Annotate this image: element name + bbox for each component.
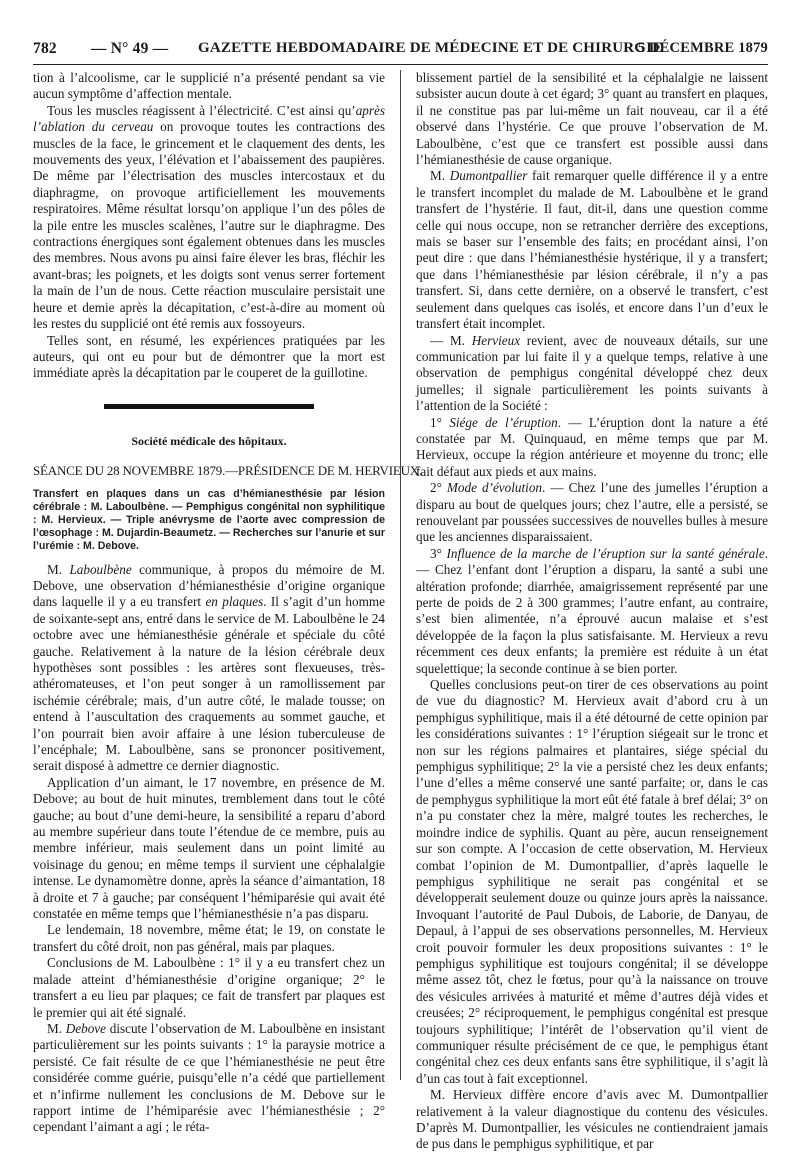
text-run: M. (430, 168, 450, 184)
italic-run: Debove (65, 1020, 107, 1036)
issue-date: 5 DÉCEMBRE 1879 (637, 40, 768, 56)
journal-title: GAZETTE HEBDOMADAIRE DE MÉDECINE ET DE CHIRURGIE (198, 40, 663, 56)
paragraph: Quelles conclusions peut-on tirer de ces observations au point de vue du diagnostic? M. Hervieux avait d’abord cru à un pemphigus syphilitique, mais il a été détourné de cette opinion par les considérations suivantes : 1° l’éruption siégeait sur le tronc et non sur les régions palmaires et plantaires, siége spécial du pemphigus syphilitique; 2° la vie a persisté chez les deux enfants; l’une d’elles a même conservé une santé parfaite; or, dans le cas de pemphygus syphilitique la mort eût été fatale à bref délai; 3° on n’a pu constater chez la mère, malgré toutes les recherches, le moindre indice de syphilis. Quant au père, aucun renseignement sur son compte. A l’occasion de cette observation, M. Hervieux combat l’opinion de M. Dumontpallier, d’après laquelle le pemphigus syphilitique ne serait pas congénital et se développerait seulement douze ou quinze jours après la naissance. Invoquant l’autorité de Paul Dubois, de Laborie, de Danyau, de Depaul, à l’appui de ses observations personnelles, M. Hervieux croit pouvoir formuler les deux propositions suivantes : 1° le pemphigus syphilitique est toujours congénital; il se développe même assez tôt, chez le fœtus, pour qu’à la naissance on trouve des vésicules arrivées à maturité et même d’autres déjà vides et creusées; 2° réciproquement, le pemphigus congénital est presque toujours syphilitique; l’intérêt de l’observation qu’il vient de communiquer résulte précisément de ce que, le pemphigus étant congénital chez ces deux enfants sans être syphilitique, il s’agit là d’un cas tout à fait exceptionnel. (416, 677, 768, 1086)
text-run: on provoque toutes les contractions des muscles de la face, le grincement et le claquement des dents, les mouvements des yeux, l’élévation et l’abaissement des paupières. De même par l’électrisation des muscles intercostaux et du diaphragme, on provoque artificiellement les mouvements respiratoires. Même résultat lorsqu’on applique l’un des pôles de la pile entre les muscles scalènes, l’autre sur le diaphragme. Des contractions énergiques sont également obtenues dans les muscles des membres. Nous avons pu ainsi faire élever les bras, fléchir les avant-bras; les poignets, et les doigts sont venus serrer fortement la main de l’un de nous. Cette réaction musculaire persistait une heure et demie après la décapitation, c’est-à-dire au moment où les restes du supplicié ont été remis aux fossoyeurs. (33, 119, 385, 332)
right-column (416, 70, 769, 1152)
session-heading: SÉANCE DU 28 NOVEMBRE 1879.—PRÉSIDENCE DE M. HERVIEUX. (33, 463, 422, 479)
paragraph (416, 415, 768, 481)
italic-run: Dumontpallier (449, 168, 528, 184)
text-run: communique, à propos du mémoire de M. Debove, une observation d’hémianesthésie d’origine organique dans laquelle il y a eu transfert (33, 561, 385, 610)
text-run: Tous les muscles réagissent à l’électricité. C’est ainsi qu’ (47, 102, 356, 118)
paragraph (416, 333, 768, 415)
page-number: 782 (33, 40, 57, 57)
running-head (33, 40, 768, 62)
italic-run: Hervieux (471, 332, 521, 348)
left-column (33, 70, 422, 1135)
italic-run: en plaques (205, 594, 264, 610)
paragraph: Application d’un aimant, le 17 novembre, en présence de M. Debove; au bout de huit minutes, tremblement dans tout le côté gauche; au bout d’une demi-heure, la sensibilité a reparu d’abord au membre supérieur dans toute l’étendue de ce membre, puis au membre inférieur, mais seulement dans un point limité au voisinage du genou; en même temps il survient une céphalalgie intense. Le dynamomètre donne, après la séance d’aimantation, 18 à droite et 7 à gauche; par conséquent l’hémiparésie qui avait été constatée en même temps que l’hémianesthésie n’a pas disparu. (33, 774, 385, 922)
text-run: discute l’observation de M. Laboulbène en insistant particulièrement sur les points suivants : 1° la paraysie motrice a persisté. Ce fait résulte de ce que l’hémianesthésie ne peut être considérée comme guérie, puisqu’elle n’a cédé que partiellement et n’infirme nullement les conclusions de M. Debove sur le rapport intime de l’hémiparésie avec l’hémianesthésie ; 2° cependant l’aimant a agi ; le réta- (33, 1020, 385, 1135)
paragraph (416, 168, 768, 332)
paragraph (416, 546, 768, 677)
text-run: M. (47, 1020, 66, 1036)
paragraph: Conclusions de M. Laboulbène : 1° il y a eu transfert chez un malade atteint d’hémianesthésie d’origine organique; 2° le transfert a eu lieu par plaques; ce fait de transfert par plaques est le premier qui ait été signalé. (33, 955, 385, 1020)
paragraph (33, 103, 385, 333)
paragraph: Telles sont, en résumé, les expériences pratiquées par les auteurs, qui ont eu pour but de démontrer que la mort est immédiate après la décapitation par le couperet de la guillotine. (33, 332, 385, 381)
issue-number: — N° 49 — (91, 40, 169, 57)
paragraph: blissement partiel de la sensibilité et la céphalalgie ne laissent subsister aucun doute à cet égard; 3° quant au transfert en plaques, il ne constitue pas par lui-même un fait nouveau, car il a été observé dans l’hystérie. Ce que prouve l’observation de M. Laboulbène, c’est que ce transfert est possible aussi dans l’hémianesthésie de cause organique. (416, 70, 768, 168)
text-run: . — L’éruption dont la nature a été constatée par M. Quinquaud, en même temps que par M. Hervieux, occupe la région antérieure et moyenne du tronc; elle fait défaut aux pieds et aux mains. (416, 414, 768, 479)
text-run: fait remarquer quelle différence il y a entre le transfert incomplet du malade de M. Laboulbène et le grand transfert de l’hystérie. Il faut, dit-il, dans une question comme celle qui nous occupe, non se retrancher derrière des exceptions, mais se baser sur l’ensemble des faits; en procédant ainsi, l’on peut dire : que dans l’hémianesthésie hystérique, il y a transfert; que dans l’hémianesthésie par lésion cérébrale, il n’y a pas transfert. Si, dans cette dernière, on a observé le transfert, c’est seulement dans quelques cas isolés, et encore dans l’un d’eux le transfert était incomplet. (416, 168, 768, 332)
text-run: 3° (430, 545, 447, 561)
italic-run: Mode d’évolution (446, 480, 543, 496)
paragraph (416, 480, 768, 546)
text-run: . — Chez l’enfant dont l’éruption a disparu, la santé a subi une altération profonde; diarrhée, amaigrissement représenté par une perte de poids de 2 à 300 grammes; l’autre enfant, au contraire, s’est bien alimentée, n’a éprouvé aucun malaise et s’est développée de la façon la plus satisfaisante. M. Hervieux a revu récemment ces deux enfants; la première est réduite à un état squelettique; la seconde continue à se bien porter. (416, 545, 769, 676)
text-run: . Il s’agit d’un homme de soixante-sept ans, entré dans le service de M. Laboulbène le 24 octobre avec une hémianesthésie générale et spéciale du côté gauche. Relativement à la nature de la lésion cérébrale deux hypothèses sont possibles : les artères sont flexueuses, très-athéromateuses, et l’on peut songer à un ramollissement par ischémie cérébrale; mais, d’un autre côté, le malade tousse; on entend à l’auscultation des craquements au sommet gauche, et l’on pourrait bien avoir affaire à une lésion tuberculeuse de l’encéphale; M. Laboulbène, sans se prononcer positivement, serait disposé à admettre ce dernier diagnostic. (33, 594, 385, 774)
column-divider (400, 70, 401, 1080)
paragraph: M. Hervieux diffère encore d’avis avec M. Dumontpallier relativement à la valeur diagnostique du contenu des vésicules. D’après M. Dumontpallier, les vésicules ne contiendraient jamais de pus dans le pemphigus syphilitique, et par (416, 1087, 768, 1152)
italic-run: Siége de l’éruption (449, 414, 558, 430)
paragraph (33, 1021, 385, 1136)
italic-run: Laboulbène (69, 561, 132, 577)
text-run: 1° (430, 414, 450, 430)
session-summary: Transfert en plaques dans un cas d’hémianesthésie par lésion cérébrale : M. Laboulbène. — Pemphigus congénital non syphilitique : M. Hervieux. — Triple anévrysme de l’aorte avec compression de l’œsophage : M. Dujardin-Beaumetz. — Recherches sur l’anurie et sur l’urémie : M. Debove. (33, 487, 385, 553)
text-run: M. (47, 561, 70, 577)
italic-run: après l’ablation du cerveau (33, 102, 385, 135)
paragraph (33, 562, 385, 775)
section-heading: Société médicale des hôpitaux. (131, 433, 287, 448)
text-run: revient, avec de nouveaux détails, sur une communication par lui faite il y a quelque temps, relative à une observation de pemphigus congénital développé chez deux jumelles; il signale particulièrement les points suivants à l’attention de la Société : (416, 332, 768, 414)
paragraph: Le lendemain, 18 novembre, même état; le 19, on constate le transfert du côté droit, non pas général, mais par plaques. (33, 922, 385, 954)
paragraph: tion à l’alcoolisme, car le supplicié n’a présenté pendant sa vie aucun symptôme d’affection mentale. (33, 70, 385, 102)
italic-run: Influence de la marche de l’éruption sur la santé générale (446, 545, 765, 561)
text-run: — M. (430, 332, 472, 348)
header-rule (33, 64, 768, 65)
text-run: . — Chez l’une des jumelles l’éruption a disparu au bout de quelques jours; chez l’autre, elle a persisté, se renouvelant par poussées successives de nouvelles bulles à mesure que les anciennes disparaissaient. (416, 480, 769, 545)
text-run: 2° (430, 480, 447, 496)
section-separator (104, 404, 314, 409)
journal-page (33, 40, 769, 1152)
